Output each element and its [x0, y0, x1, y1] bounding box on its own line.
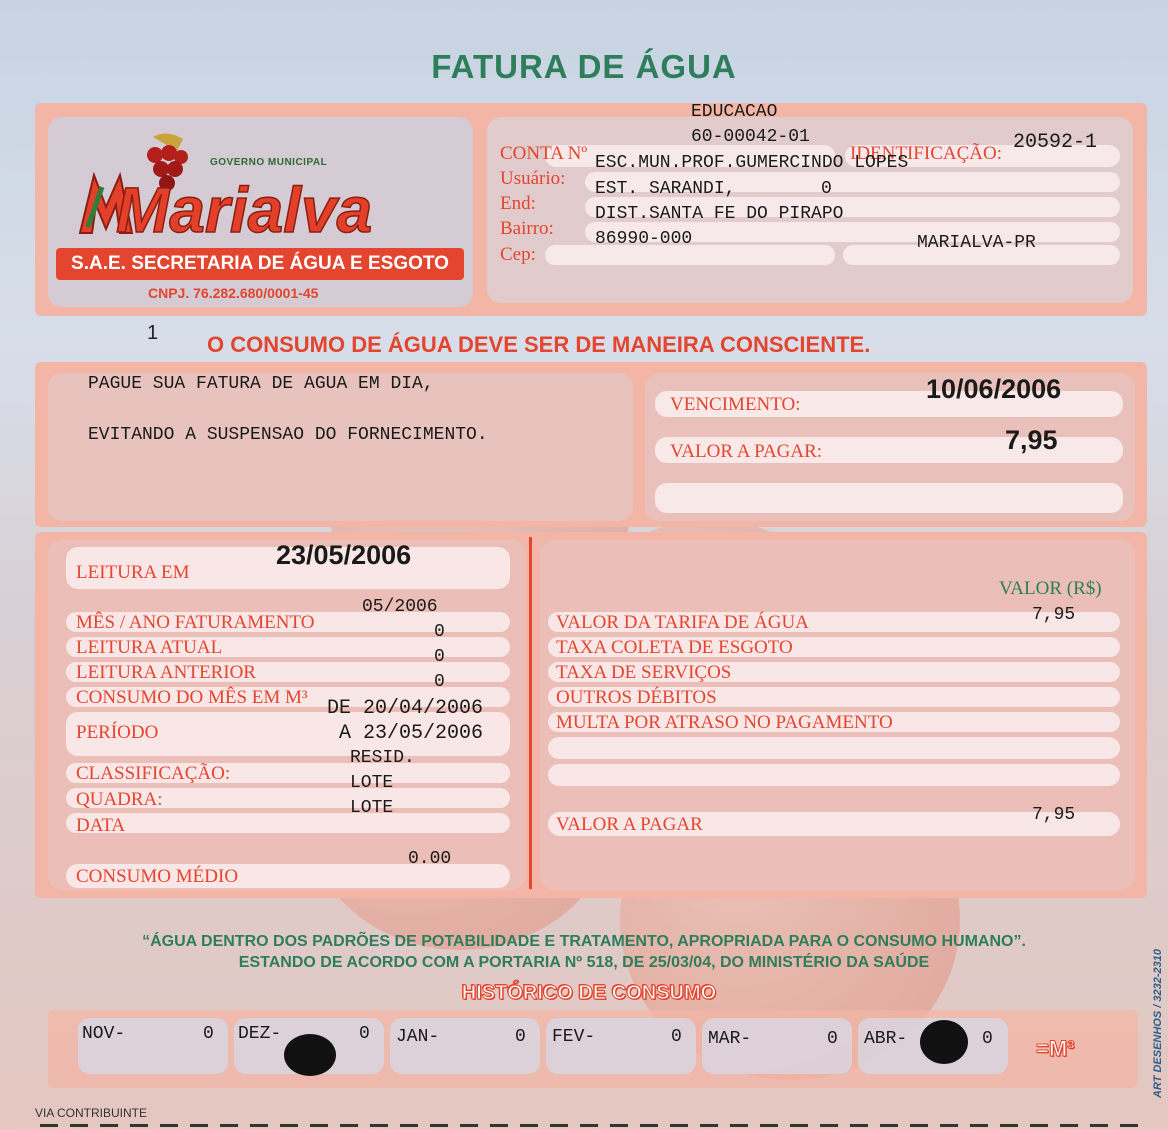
identificacao-label: IDENTIFICAÇÃO: [850, 143, 1002, 164]
message-box [48, 373, 633, 521]
data-value: LOTE [350, 798, 394, 818]
city-name: Marialva [116, 174, 373, 246]
sae-label: S.A.E. SECRETARIA DE ÁGUA E ESGOTO [71, 253, 449, 274]
history-month: JAN- [396, 1027, 440, 1047]
valor-pagar-value: 7,95 [1005, 425, 1058, 455]
conta-value: 60-00042-01 [691, 127, 810, 147]
classificacao-value: RESID. [350, 748, 415, 768]
quadra-value: LOTE [350, 773, 394, 793]
charge-row [548, 764, 1120, 786]
reading-row [66, 813, 510, 833]
charge-label: MULTA POR ATRASO NO PAGAMENTO [556, 712, 893, 733]
identificacao-value: 20592-1 [1013, 131, 1098, 154]
charge-row [548, 737, 1120, 759]
history-month: DEZ- [238, 1024, 282, 1044]
consumo-label: CONSUMO DO MÊS EM M³ [76, 687, 308, 708]
charge-label: VALOR DA TARIFA DE ÁGUA [556, 612, 809, 633]
total-value: 7,95 [1032, 805, 1076, 825]
charge-value: 7,95 [1032, 605, 1076, 625]
history-month: ABR- [864, 1029, 908, 1049]
sae-banner [56, 248, 464, 280]
valor-pagar-label: VALOR A PAGAR: [670, 441, 823, 462]
consumo-value: 0 [434, 672, 445, 692]
charge-label: TAXA DE SERVIÇOS [556, 662, 732, 683]
bairro-label: Bairro: [500, 218, 554, 239]
usuario-label: Usuário: [500, 168, 566, 189]
due-empty-row [655, 483, 1123, 513]
page-number: 1 [147, 322, 159, 344]
history-value: 0 [827, 1029, 838, 1049]
periodo-de-value: DE 20/04/2006 [327, 697, 484, 720]
usuario-value: ESC.MUN.PROF.GUMERCINDO LOPES [595, 153, 909, 173]
history-value: 0 [203, 1024, 214, 1044]
end-label: End: [500, 193, 536, 214]
cidade-value: MARIALVA-PR [917, 233, 1036, 253]
leitura-atual-value: 0 [434, 622, 445, 642]
perforation-line [40, 1124, 1140, 1127]
periodo-a-value: A 23/05/2006 [339, 722, 484, 745]
message-line1: PAGUE SUA FATURA DE AGUA EM DIA, [88, 374, 434, 394]
numero-value: 0 [821, 179, 832, 199]
logo-area [48, 117, 473, 307]
conta-label: CONTA Nº [500, 143, 588, 164]
vencimento-label: VENCIMENTO: [670, 394, 801, 415]
quadra-label: QUADRA: [76, 789, 163, 810]
message-line2: EVITANDO A SUSPENSAO DO FORNECIMENTO. [88, 425, 488, 445]
cep-value: 86990-000 [595, 229, 693, 249]
ink-blot [920, 1020, 968, 1064]
charge-label: TAXA COLETA DE ESGOTO [556, 637, 793, 658]
ink-blot [284, 1034, 336, 1076]
history-unit: =M³ [1036, 1036, 1075, 1061]
data-label: DATA [76, 815, 126, 836]
history-month: MAR- [708, 1029, 752, 1049]
periodo-label: PERÍODO [76, 722, 159, 743]
vencimento-value: 10/06/2006 [926, 374, 1062, 404]
charge-label: OUTROS DÉBITOS [556, 687, 717, 708]
bairro-value: DIST.SANTA FE DO PIRAPO [595, 204, 844, 224]
cep-label: Cep: [500, 244, 536, 265]
mes-ano-label: MÊS / ANO FATURAMENTO [76, 612, 315, 633]
invoice-title: FATURA DE ÁGUA [431, 48, 737, 85]
leitura-em-value: 23/05/2006 [276, 540, 412, 570]
endereco-value: EST. SARANDI, [595, 179, 736, 199]
classificacao-label: CLASSIFICAÇÃO: [76, 763, 231, 784]
mes-ano-value: 05/2006 [362, 597, 438, 617]
consumo-medio-value: 0.00 [408, 849, 452, 869]
slogan: O CONSUMO DE ÁGUA DEVE SER DE MANEIRA CONSCIENTE. [207, 332, 871, 357]
total-label: VALOR A PAGAR [556, 814, 703, 835]
divider [529, 537, 532, 889]
via-contribuinte: VIA CONTRIBUINTE [35, 1106, 148, 1120]
history-title: HISTÓRICO DE CONSUMO [461, 982, 717, 1004]
history-month: FEV- [552, 1027, 596, 1047]
governo-label: GOVERNO MUNICIPAL [210, 157, 328, 168]
quality-line2: ESTANDO DE ACORDO COM A PORTARIA Nº 518, DE 25/03/04, DO MINISTÉRIO DA SAÚDE [238, 954, 930, 971]
history-value: 0 [982, 1029, 993, 1049]
history-month: NOV- [82, 1024, 126, 1044]
valor-header: VALOR (R$) [999, 578, 1102, 599]
history-value: 0 [671, 1027, 682, 1047]
history-value: 0 [515, 1027, 526, 1047]
educacao-line: EDUCACAO [691, 102, 778, 122]
leitura-anterior-value: 0 [434, 647, 445, 667]
art-credit: ART DESENHOS / 3232-2310 [1152, 949, 1164, 1098]
cnpj-label: CNPJ. 76.282.680/0001-45 [148, 285, 319, 301]
history-value: 0 [359, 1024, 370, 1044]
consumo-medio-label: CONSUMO MÉDIO [76, 866, 239, 887]
leitura-atual-label: LEITURA ATUAL [76, 637, 223, 658]
quality-line1: “ÁGUA DENTRO DOS PADRÕES DE POTABILIDADE E TRATAMENTO, APROPRIADA PARA O CONSUMO HUMANO”. [142, 933, 1026, 950]
leitura-anterior-label: LEITURA ANTERIOR [76, 662, 256, 683]
leitura-em-label: LEITURA EM [76, 562, 190, 583]
